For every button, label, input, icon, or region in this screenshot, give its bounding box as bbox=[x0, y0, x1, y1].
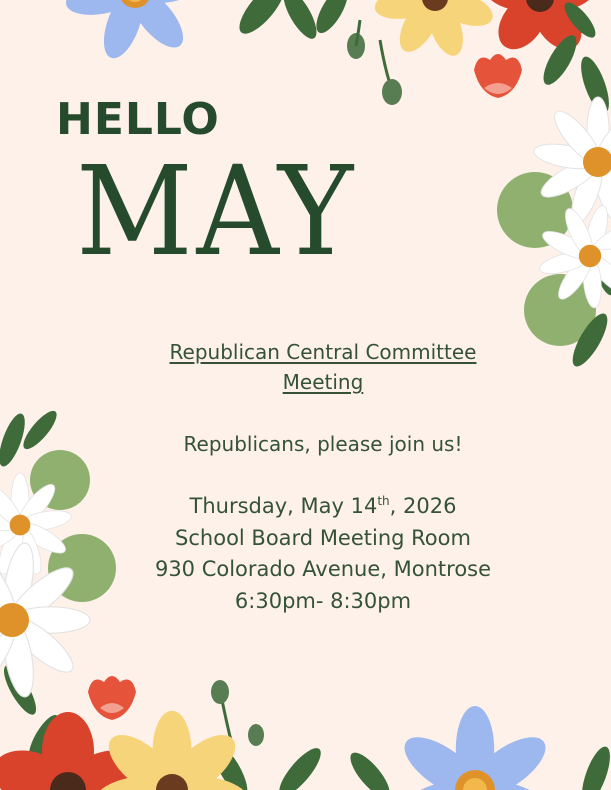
event-logistics bbox=[118, 491, 528, 617]
event-address: 930 Colorado Avenue, Montrose bbox=[154, 557, 492, 581]
flower-icon bbox=[474, 54, 522, 98]
event-date-prefix: Thursday, May 14 bbox=[189, 494, 378, 518]
event-time: 6:30pm- 8:30pm bbox=[234, 588, 412, 613]
event-room: School Board Meeting Room bbox=[175, 525, 471, 550]
flower-bud-icon bbox=[347, 20, 402, 105]
flower-icon bbox=[389, 706, 560, 790]
hello-heading: HELLO bbox=[56, 94, 220, 145]
event-date-suffix: th bbox=[377, 494, 390, 508]
event-title-line1: Republican Central Committee bbox=[169, 340, 477, 364]
month-heading: MAY bbox=[76, 140, 357, 284]
leaf-icon bbox=[232, 0, 353, 43]
event-title bbox=[118, 337, 528, 397]
flower-icon bbox=[372, 0, 497, 60]
event-date bbox=[118, 491, 528, 523]
invite-text: Republicans, please join us! bbox=[183, 432, 463, 456]
flower-icon bbox=[88, 676, 136, 720]
event-date-end: , 2026 bbox=[389, 494, 457, 518]
event-details bbox=[118, 337, 528, 617]
event-title-line2: Meeting bbox=[282, 370, 364, 394]
flower-icon bbox=[63, 0, 206, 63]
